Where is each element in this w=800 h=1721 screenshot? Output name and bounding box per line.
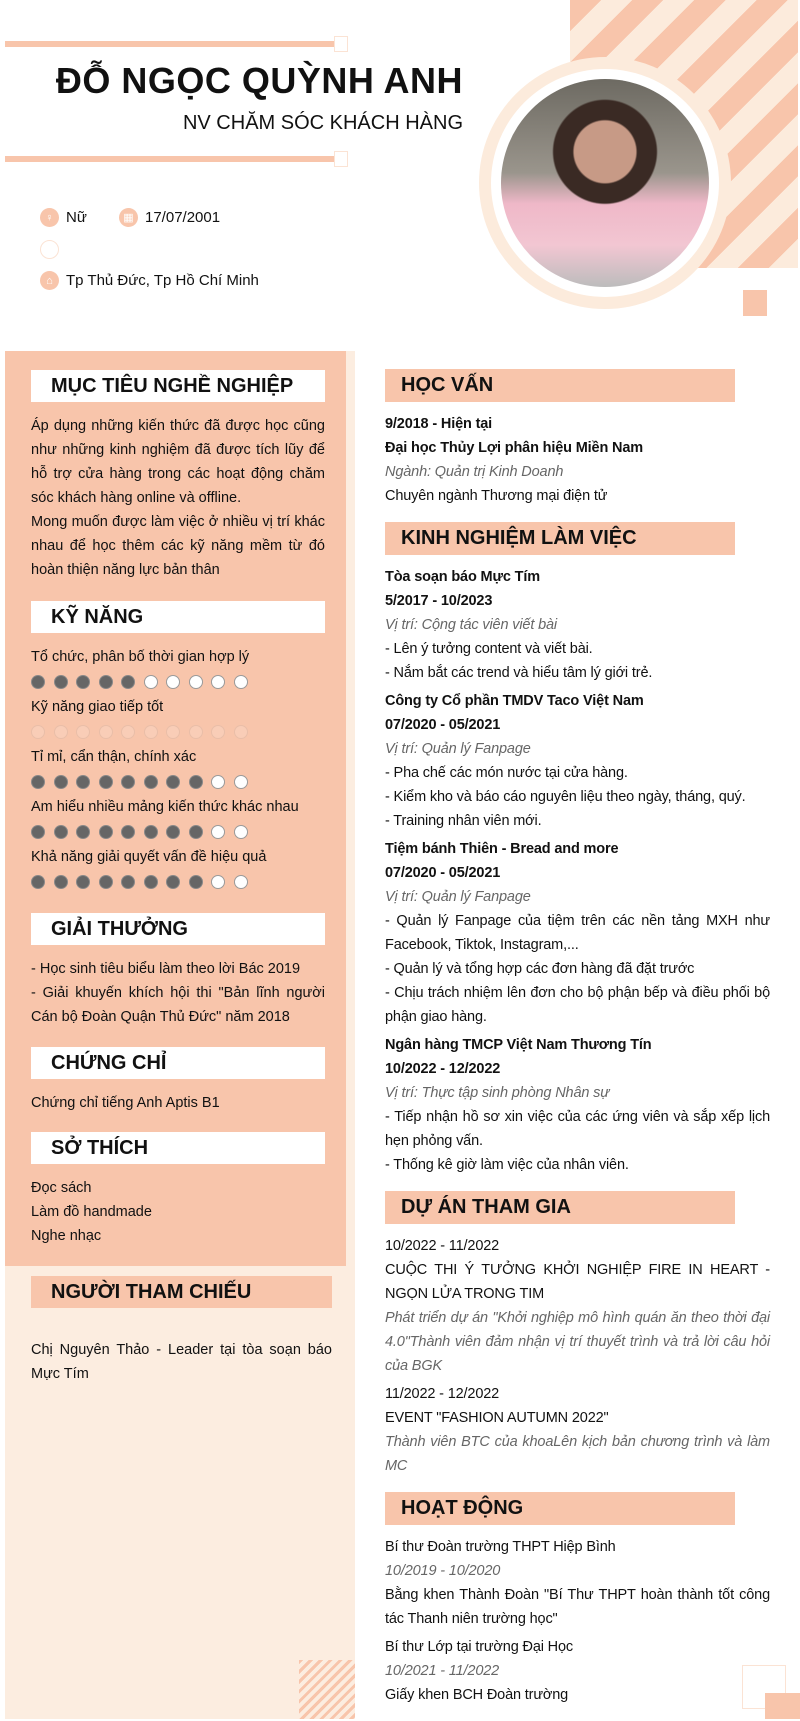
decor-line <box>5 41 340 47</box>
objective-section <box>31 370 325 582</box>
awards-section <box>31 913 325 1029</box>
experience-item <box>385 837 770 1029</box>
experience-list <box>385 565 770 1177</box>
rating-dot <box>31 675 45 689</box>
skill-item <box>31 795 331 845</box>
hobby-item: Nghe nhạc <box>31 1228 102 1244</box>
gender-info <box>40 208 87 227</box>
objective-text: Mong muốn được làm việc ở nhiều vị trí khác nhau để học thêm các kỹ năng mềm từ đó hoàn thiện năng lực bản thân <box>31 514 325 578</box>
experience-period: 07/2020 - 05/2021 <box>385 717 501 733</box>
project-desc: Phát triển dự án "Khởi nghiệp mô hình quán ăn theo thời đại 4.0"Thành viên đảm nhận vị trí thuyết trình và trả lời câu hỏi của BGK <box>385 1310 770 1374</box>
right-column <box>385 369 770 1721</box>
decor-line-end <box>334 36 348 52</box>
skill-item <box>31 695 331 745</box>
activity-name: Bí thư Lớp tại trường Đại Học <box>385 1639 574 1655</box>
project-period: 10/2022 - 11/2022 <box>385 1238 500 1254</box>
activity-period: 10/2019 - 10/2020 <box>385 1563 501 1579</box>
experience-task: - Pha chế các món nước tại cửa hàng. <box>385 765 628 781</box>
projects-list <box>385 1234 770 1478</box>
decor-square <box>743 290 767 316</box>
education-school: Đại học Thủy Lợi phân hiệu Miền Nam <box>385 440 644 456</box>
rating-dot <box>189 725 203 739</box>
rating-dot <box>121 675 135 689</box>
rating-dot <box>211 775 225 789</box>
skill-name: Tỉ mỉ, cẩn thận, chính xác <box>31 749 197 765</box>
project-name: EVENT "FASHION AUTUMN 2022" <box>385 1410 609 1426</box>
rating-dot <box>99 875 113 889</box>
skill-name: Kỹ năng giao tiếp tốt <box>31 699 164 715</box>
rating-dot <box>76 775 90 789</box>
experience-item <box>385 1033 770 1177</box>
birthday-info <box>119 208 220 227</box>
references-section <box>31 1276 332 1386</box>
project-period: 11/2022 - 12/2022 <box>385 1386 500 1402</box>
experience-task: - Thống kê giờ làm việc của nhân viên. <box>385 1157 629 1173</box>
section-title: SỞ THÍCH <box>31 1132 325 1164</box>
rating-dot <box>144 875 158 889</box>
skill-rating <box>31 819 331 845</box>
project-item <box>385 1234 770 1378</box>
skill-rating <box>31 869 331 895</box>
rating-dot <box>31 775 45 789</box>
experience-position: Vị trí: Thực tập sinh phòng Nhân sự <box>385 1085 610 1101</box>
activity-desc: Giấy khen BCH Đoàn trường <box>385 1687 569 1703</box>
rating-dot <box>189 825 203 839</box>
section-title: GIẢI THƯỞNG <box>31 913 325 945</box>
rating-dot <box>99 675 113 689</box>
rating-dot <box>234 875 248 889</box>
experience-position: Vị trí: Cộng tác viên viết bài <box>385 617 557 633</box>
certs-section <box>31 1047 325 1115</box>
rating-dot <box>99 825 113 839</box>
skill-rating <box>31 719 331 745</box>
skill-rating <box>31 769 331 795</box>
skills-list <box>31 645 331 895</box>
activities-list <box>385 1535 770 1707</box>
section-title: CHỨNG CHỈ <box>31 1047 325 1079</box>
education-period: 9/2018 - Hiện tại <box>385 416 493 432</box>
rating-dot <box>211 725 225 739</box>
calendar-icon: ▦ <box>119 208 138 227</box>
experience-task: - Kiểm kho và báo cáo nguyên liệu theo ngày, tháng, quý. <box>385 789 746 805</box>
experience-period: 5/2017 - 10/2023 <box>385 593 493 609</box>
rating-dot <box>54 725 68 739</box>
experience-item <box>385 565 770 685</box>
rating-dot <box>54 825 68 839</box>
experience-section <box>385 522 770 1177</box>
section-title: NGƯỜI THAM CHIẾU <box>31 1276 332 1308</box>
profile-photo <box>501 79 709 287</box>
reference-text: Chị Nguyên Thảo - Leader tại tòa soạn báo Mực Tím <box>31 1342 332 1382</box>
experience-task: - Chịu trách nhiệm lên đơn cho bộ phận bếp và điều phối bộ phận giao hàng. <box>385 985 770 1025</box>
experience-task: - Quản lý và tổng hợp các đơn hàng đã đặt trước <box>385 961 695 977</box>
rating-dot <box>76 875 90 889</box>
phone-info <box>40 240 66 259</box>
rating-dot <box>144 825 158 839</box>
rating-dot <box>189 675 203 689</box>
rating-dot <box>144 775 158 789</box>
skill-item <box>31 645 331 695</box>
education-major: Ngành: Quản trị Kinh Doanh <box>385 464 564 480</box>
section-title: KINH NGHIỆM LÀM VIỆC <box>385 522 735 555</box>
hobby-item: Làm đồ handmade <box>31 1204 152 1220</box>
birthday-text: 17/07/2001 <box>145 209 221 226</box>
rating-dot <box>121 775 135 789</box>
rating-dot <box>31 875 45 889</box>
award-item: - Giải khuyến khích hội thi "Bản lĩnh người Cán bộ Đoàn Quận Thủ Đức" năm 2018 <box>31 985 325 1025</box>
rating-dot <box>121 825 135 839</box>
skill-item <box>31 845 331 895</box>
cert-item: Chứng chỉ tiếng Anh Aptis B1 <box>31 1095 220 1111</box>
rating-dot <box>76 725 90 739</box>
activity-item <box>385 1535 770 1631</box>
phone-icon <box>40 240 59 259</box>
skill-name: Tổ chức, phân bố thời gian hợp lý <box>31 649 250 665</box>
rating-dot <box>31 825 45 839</box>
rating-dot <box>166 675 180 689</box>
rating-dot <box>234 775 248 789</box>
skill-item <box>31 745 331 795</box>
rating-dot <box>166 725 180 739</box>
activity-name: Bí thư Đoàn trường THPT Hiệp Bình <box>385 1539 616 1555</box>
experience-task: - Quản lý Fanpage của tiệm trên các nền tảng MXH như Facebook, Tiktok, Instagram,... <box>385 913 770 953</box>
decor-square <box>765 1693 800 1719</box>
candidate-name: ĐỖ NGỌC QUỲNH ANH <box>55 60 463 101</box>
rating-dot <box>31 725 45 739</box>
rating-dot <box>54 775 68 789</box>
gender-text: Nữ <box>66 209 87 226</box>
section-title: DỰ ÁN THAM GIA <box>385 1191 735 1224</box>
section-title: KỸ NĂNG <box>31 601 325 633</box>
project-item <box>385 1382 770 1478</box>
rating-dot <box>76 825 90 839</box>
hobbies-section <box>31 1132 325 1248</box>
rating-dot <box>211 675 225 689</box>
rating-dot <box>76 675 90 689</box>
rating-dot <box>234 825 248 839</box>
activity-item <box>385 1635 770 1707</box>
rating-dot <box>99 775 113 789</box>
experience-company: Công ty Cổ phần TMDV Taco Việt Nam <box>385 693 644 709</box>
rating-dot <box>166 825 180 839</box>
address-info <box>40 271 259 290</box>
rating-dot <box>121 875 135 889</box>
experience-position: Vị trí: Quản lý Fanpage <box>385 741 531 757</box>
gender-icon: ♀ <box>40 208 59 227</box>
decor-line <box>5 156 340 162</box>
education-detail: Chuyên ngành Thương mại điện tử <box>385 488 608 504</box>
experience-task: - Lên ý tưởng content và viết bài. <box>385 641 593 657</box>
rating-dot <box>189 875 203 889</box>
rating-dot <box>234 675 248 689</box>
rating-dot <box>144 725 158 739</box>
experience-task: - Tiếp nhận hồ sơ xin việc của các ứng viên và sắp xếp lịch hẹn phỏng vấn. <box>385 1109 770 1149</box>
rating-dot <box>54 875 68 889</box>
section-title: HỌC VẤN <box>385 369 735 402</box>
rating-dot <box>189 775 203 789</box>
experience-item <box>385 689 770 833</box>
candidate-role: NV CHĂM SÓC KHÁCH HÀNG <box>182 112 463 134</box>
section-title: HOẠT ĐỘNG <box>385 1492 735 1525</box>
experience-period: 10/2022 - 12/2022 <box>385 1061 501 1077</box>
decor-line-end <box>334 151 348 167</box>
hobby-item: Đọc sách <box>31 1180 92 1196</box>
rating-dot <box>211 875 225 889</box>
experience-company: Tiệm bánh Thiên - Bread and more <box>385 841 619 857</box>
skill-name: Khả năng giải quyết vấn đề hiệu quả <box>31 849 267 865</box>
education-section <box>385 369 770 508</box>
rating-dot <box>99 725 113 739</box>
skill-name: Am hiểu nhiều mảng kiến thức khác nhau <box>31 799 299 815</box>
skills-section <box>31 601 331 895</box>
rating-dot <box>166 875 180 889</box>
address-text: Tp Thủ Đức, Tp Hồ Chí Minh <box>66 272 259 289</box>
activity-period: 10/2021 - 11/2022 <box>385 1663 500 1679</box>
rating-dot <box>166 775 180 789</box>
rating-dot <box>211 825 225 839</box>
rating-dot <box>234 725 248 739</box>
project-name: CUỘC THI Ý TƯỞNG KHỞI NGHIỆP FIRE IN HEART - NGỌN LỬA TRONG TIM <box>385 1262 770 1302</box>
experience-task: - Training nhân viên mới. <box>385 813 542 829</box>
activity-desc: Bằng khen Thành Đoàn "Bí Thư THPT hoàn thành tốt công tác Thanh niên trường học" <box>385 1587 770 1627</box>
activities-section <box>385 1492 770 1707</box>
section-title: MỤC TIÊU NGHỀ NGHIỆP <box>31 370 325 402</box>
rating-dot <box>121 725 135 739</box>
projects-section <box>385 1191 770 1478</box>
home-icon: ⌂ <box>40 271 59 290</box>
experience-company: Tòa soạn báo Mực Tím <box>385 569 540 585</box>
experience-task: - Nắm bắt các trend và hiểu tâm lý giới trẻ. <box>385 665 653 681</box>
experience-company: Ngân hàng TMCP Việt Nam Thương Tín <box>385 1037 652 1053</box>
rating-dot <box>54 675 68 689</box>
award-item: - Học sinh tiêu biểu làm theo lời Bác 2019 <box>31 961 301 977</box>
skill-rating <box>31 669 331 695</box>
objective-text: Áp dụng những kiến thức đã được học cũng như những kinh nghiệm đã được tích lũy để hỗ trợ cửa hàng trong các hoạt động chăm sóc khách hàng online và offline. <box>31 418 325 506</box>
decor-hatch <box>299 1660 355 1719</box>
project-desc: Thành viên BTC của khoaLên kịch bản chương trình và làm MC <box>385 1434 770 1474</box>
experience-period: 07/2020 - 05/2021 <box>385 865 501 881</box>
experience-position: Vị trí: Quản lý Fanpage <box>385 889 531 905</box>
rating-dot <box>144 675 158 689</box>
